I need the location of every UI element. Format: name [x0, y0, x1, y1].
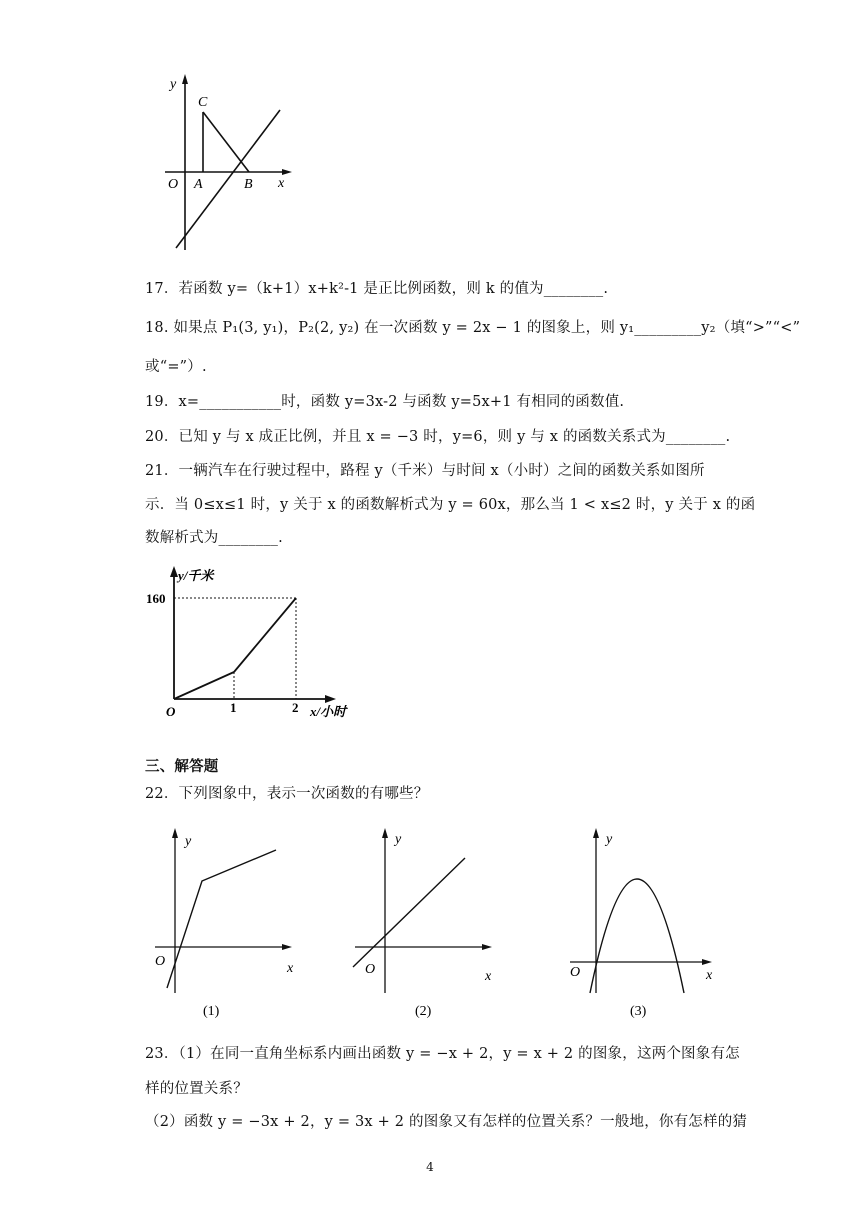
y-axis-label: y/千米 [178, 568, 214, 583]
caption-1: (1) [203, 1004, 220, 1019]
label-C: C [198, 95, 208, 110]
question-23-line1: 23．（1）在同一直角坐标系内画出函数 y = −x + 2，y = x + 2 的图象，这两个图象有怎 [145, 1046, 740, 1062]
y-arrow [172, 828, 178, 838]
x-arrow [702, 959, 712, 965]
y-arrow [593, 828, 599, 838]
question-18-line1: 18. 如果点 P₁(3, y₁)，P₂(2, y₂) 在一次函数 y = 2x − 1 的图象上，则 y₁_________y₂（填“>”“<” [145, 320, 801, 336]
x-arrow [325, 695, 336, 703]
x-axis-label: x/小时 [310, 704, 347, 719]
x-label: x [287, 961, 294, 976]
label-B: B [244, 177, 253, 192]
origin-label: O [365, 962, 376, 977]
segment-1-2 [234, 598, 296, 672]
segment-CB [203, 112, 249, 172]
question-23-line3: （2）函数 y = −3x + 2，y = 3x + 2 的图象又有怎样的位置关系？一般地，你有怎样的猜 [145, 1114, 748, 1130]
graph-2 [345, 825, 515, 1020]
straight-line [353, 858, 465, 967]
label-A: A [194, 177, 203, 192]
y-arrow [182, 74, 188, 84]
caption-3: (3) [630, 1004, 647, 1019]
x-label: x [706, 968, 713, 983]
caption-2: (2) [415, 1004, 432, 1019]
section-heading: 三、解答题 [145, 758, 219, 775]
x-tick-2: 2 [292, 700, 299, 715]
question-17: 17．若函数 y=（k+1）x+k²-1 是正比例函数，则 k 的值为________. [145, 281, 609, 297]
y-label: y [185, 834, 192, 849]
parabola [590, 879, 684, 993]
question-21-line3: 数解析式为________. [145, 530, 283, 546]
y-label: y [606, 832, 613, 847]
x-label: x [278, 176, 285, 191]
x-label: x [485, 969, 492, 984]
question-18-line2: 或“=”）. [145, 359, 207, 375]
distance-time-graph [140, 560, 370, 725]
broken-line [167, 850, 276, 988]
label-O: O [168, 177, 179, 192]
y-tick-160: 160 [146, 591, 166, 606]
question-20: 20．已知 y 与 x 成正比例，并且 x = −3 时，y=6，则 y 与 x 的函数关系式为________. [145, 429, 731, 445]
origin-label: O [155, 954, 166, 969]
question-23-line2: 样的位置关系？ [145, 1081, 248, 1097]
y-label: y [395, 832, 402, 847]
question-22: 22．下列图象中，表示一次函数的有哪些？ [145, 786, 429, 802]
y-arrow [170, 566, 178, 577]
y-arrow [382, 828, 388, 838]
x-arrow [282, 169, 292, 175]
triangle-line-figure [160, 70, 300, 255]
page-number: 4 [426, 1160, 434, 1174]
y-label: y [170, 77, 177, 92]
x-arrow [282, 944, 292, 950]
x-arrow [482, 944, 492, 950]
segment-0-1 [174, 672, 234, 699]
question-21-line1: 21．一辆汽车在行驶过程中，路程 y（千米）与时间 x（小时）之间的函数关系如图所 [145, 463, 705, 479]
origin-label: O [570, 965, 581, 980]
question-19: 19．x=___________时，函数 y=3x-2 与函数 y=5x+1 有相同的函数值. [145, 394, 625, 410]
x-tick-1: 1 [230, 700, 237, 715]
graph-1 [145, 825, 315, 1020]
graph-3 [560, 825, 730, 1020]
question-21-line2: 示．当 0≤x≤1 时，y 关于 x 的函数解析式为 y = 60x，那么当 1 < x≤2 时，y 关于 x 的函 [145, 497, 756, 513]
origin-label: O [166, 704, 176, 719]
straight-line [176, 110, 280, 248]
